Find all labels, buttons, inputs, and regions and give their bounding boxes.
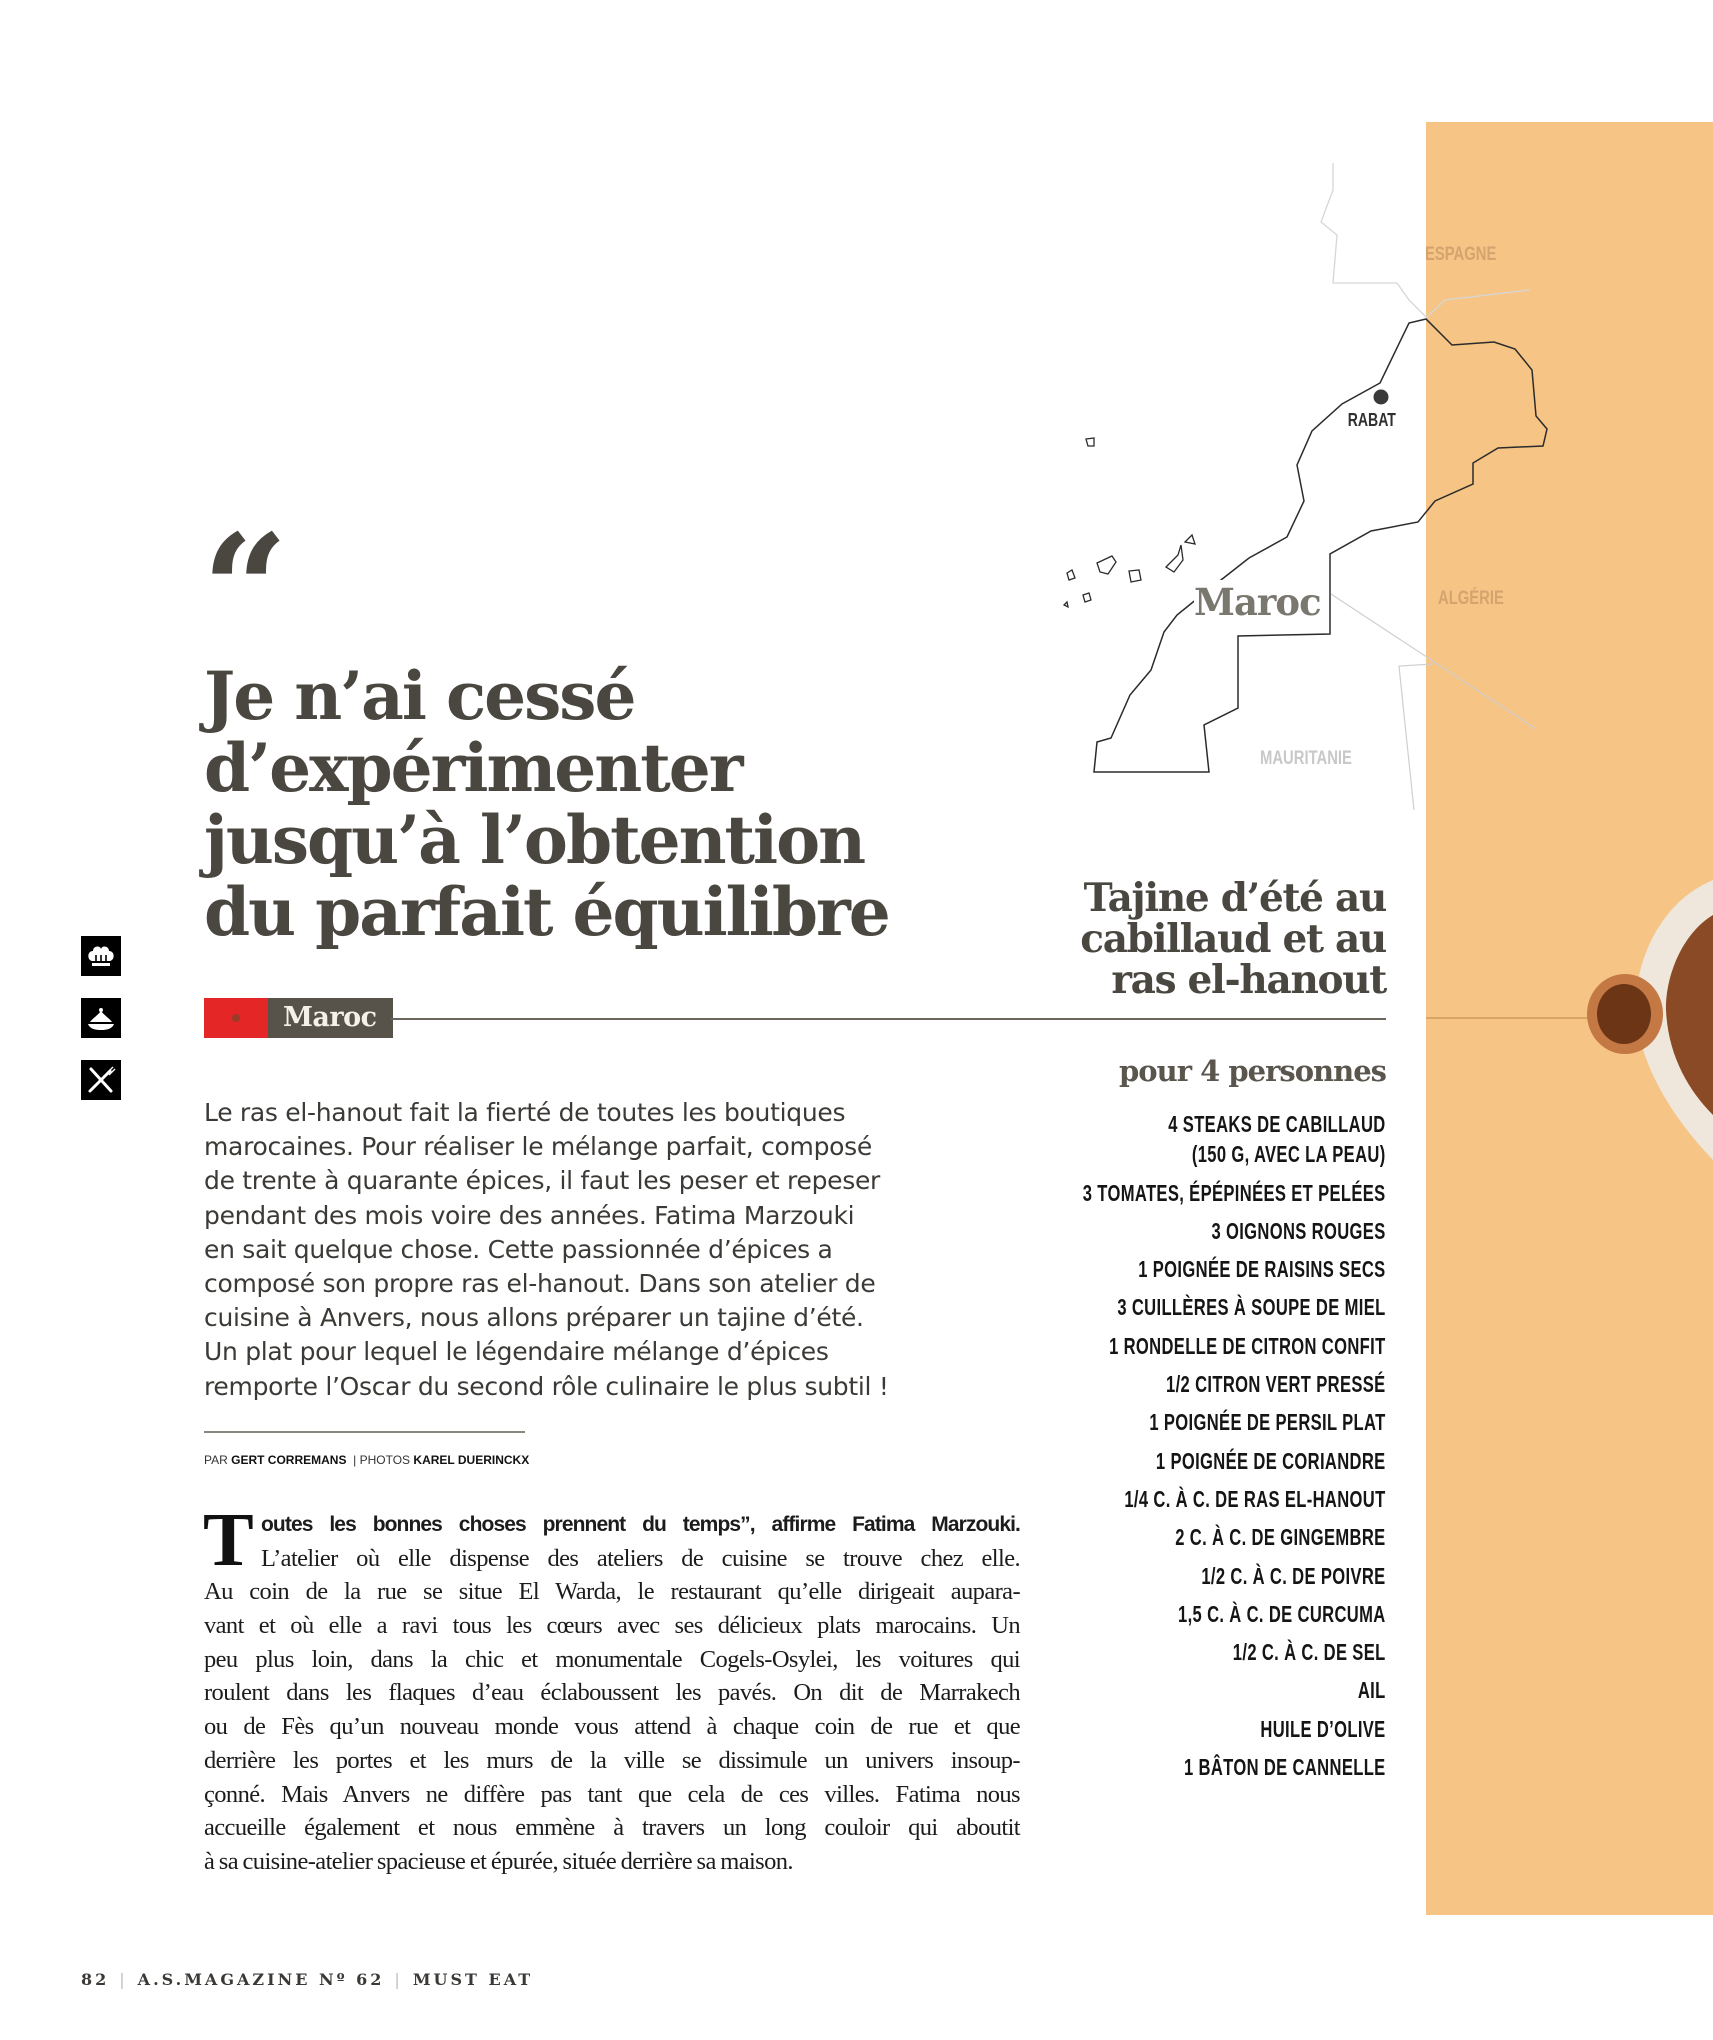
map-label-country: Maroc (1194, 580, 1321, 624)
map-label-mauritania: MAURITANIE (1260, 748, 1352, 769)
intro-paragraph (204, 1096, 984, 1404)
intro-line: Le ras el-hanout fait la fierté de toutes les boutiques (204, 1098, 846, 1127)
tajine-icon (81, 998, 121, 1038)
quote-mark: “ (202, 502, 277, 678)
ingredient-item: 1 POIGNÉE DE PERSIL PLAT (1149, 1409, 1386, 1436)
tajine-photo (1570, 880, 1713, 1170)
mauritania-borders (1331, 594, 1536, 810)
byline (204, 1453, 529, 1467)
ingredient-item: 1/2 C. À C. DE POIVRE (1201, 1562, 1386, 1589)
body-line: outes les bonnes choses prennent du temps”, affirme Fatima Marzouki. (261, 1513, 1020, 1536)
byline-rule (204, 1431, 525, 1433)
ingredient-item: 1 BÂTON DE CANNELLE (1184, 1754, 1386, 1781)
morocco-flag-icon (204, 998, 268, 1038)
ingredient-item: 3 OIGNONS ROUGES (1211, 1217, 1386, 1244)
ingredient-item: 1/2 CITRON VERT PRESSÉ (1166, 1371, 1386, 1398)
byline-par-label: PAR (204, 1453, 228, 1467)
pull-quote-headline: Je n’ai cessé d’expérimenter jusqu’à l’obtention du parfait équilibre (204, 657, 889, 951)
body-line: à sa cuisine-atelier spacieuse et épurée, située derrière sa maison. (204, 1847, 793, 1875)
intro-line: cuisine à Anvers, nous allons préparer un tajine d’été. (204, 1303, 864, 1333)
body-line: roulent dans les flaques d’eau éclaboussent les pavés. On dit de Marrakech (204, 1679, 1020, 1707)
body-line: derrière les portes et les murs de la ville se dissimule un univers insoup- (204, 1746, 1020, 1774)
drop-cap: T (203, 1498, 254, 1582)
byline-photographer: KAREL DUERINCKX (413, 1453, 530, 1467)
body-line: ou de Fès qu’un nouveau monde vous attend à chaque coin de rue et que (204, 1713, 1020, 1741)
canary-islands (1064, 438, 1195, 607)
body-line: peu plus loin, dans la chic et monumentale Cogels-Osylei, les voitures qui (204, 1645, 1020, 1673)
body-line: vant et où elle a ravi tous les cœurs avec ses délicieux plats marocains. Un (204, 1612, 1020, 1640)
body-line: accueille également et nous emmène à travers un long couloir qui aboutit (204, 1814, 1020, 1842)
ingredient-item: HUILE D’OLIVE (1260, 1715, 1386, 1742)
page-number: 82 (81, 1970, 110, 1989)
body-line: L’atelier où elle dispense des ateliers de cuisine se trouve chez elle. (261, 1544, 1020, 1572)
byline-author: GERT CORREMANS (231, 1453, 347, 1467)
spain-outline (1321, 163, 1530, 318)
intro-line: Un plat pour lequel le légendaire mélange d’épices (204, 1337, 829, 1367)
ingredient-item: 2 C. À C. DE GINGEMBRE (1175, 1524, 1386, 1551)
map-label-capital: RABAT (1347, 410, 1396, 430)
divider-line (391, 1018, 1386, 1020)
ingredient-item: 1 RONDELLE DE CITRON CONFIT (1109, 1332, 1386, 1359)
ingredient-list (965, 1105, 1386, 1786)
recipe-servings: pour 4 personnes (1119, 1054, 1386, 1088)
ingredient-item: 1 POIGNÉE DE CORIANDRE (1156, 1447, 1386, 1474)
ingredient-item: 3 TOMATES, ÉPÉPINÉES ET PELÉES (1083, 1179, 1386, 1206)
morocco-outline (1094, 319, 1547, 772)
intro-line: marocaines. Pour réaliser le mélange parfait, composé (204, 1132, 872, 1162)
section-name: MUST EAT (412, 1970, 534, 1989)
ingredient-item: 1,5 C. À C. DE CURCUMA (1178, 1600, 1386, 1627)
intro-line: de trente à quarante épices, il faut les peser et repeser (204, 1166, 881, 1196)
knife-fork-icon (81, 1060, 121, 1100)
ingredient-item: AIL (1358, 1677, 1386, 1704)
map-label-spain: ESPAGNE (1425, 244, 1497, 265)
intro-line: remporte l’Oscar du second rôle culinaire le plus subtil ! (204, 1371, 889, 1401)
magazine-issue: A.S.MAGAZINE Nº 62 (137, 1970, 385, 1989)
map-label-algeria: ALGÉRIE (1438, 588, 1504, 609)
country-tag (204, 998, 393, 1038)
intro-line: en sait quelque chose. Cette passionnée d’épices a (204, 1234, 833, 1264)
intro-line: pendant des mois voire des années. Fatima Marzouki (204, 1200, 855, 1230)
chef-hat-icon (81, 936, 121, 976)
byline-photos-label: | PHOTOS (353, 1453, 411, 1467)
country-tag-label: Maroc (268, 998, 393, 1038)
ingredient-item: 1/4 C. À C. DE RAS EL-HANOUT (1124, 1485, 1386, 1512)
article-body (203, 1498, 1020, 1879)
rabat-dot (1374, 390, 1389, 405)
recipe-title: Tajine d’été au cabillaud et au ras el-hanout (1080, 875, 1386, 1003)
ingredient-item: 1/2 C. À C. DE SEL (1233, 1639, 1386, 1666)
intro-line: composé son propre ras el-hanout. Dans son atelier de (204, 1269, 876, 1299)
ingredient-item: 4 STEAKS DE CABILLAUD (1168, 1111, 1386, 1137)
ingredient-item: (150 G, AVEC LA PEAU) (1192, 1141, 1386, 1168)
page-footer: 82 | A.S.MAGAZINE Nº 62 | MUST EAT (81, 1970, 534, 1989)
body-line: çonné. Mais Anvers ne diffère pas tant que cela de ces villes. Fatima nous (204, 1780, 1020, 1808)
ingredient-item: 3 CUILLÈRES À SOUPE DE MIEL (1117, 1294, 1386, 1321)
ingredient-item: 1 POIGNÉE DE RAISINS SECS (1138, 1256, 1386, 1283)
body-line: Au coin de la rue se situe El Warda, le restaurant qu’elle dirigeait aupara- (204, 1578, 1020, 1606)
